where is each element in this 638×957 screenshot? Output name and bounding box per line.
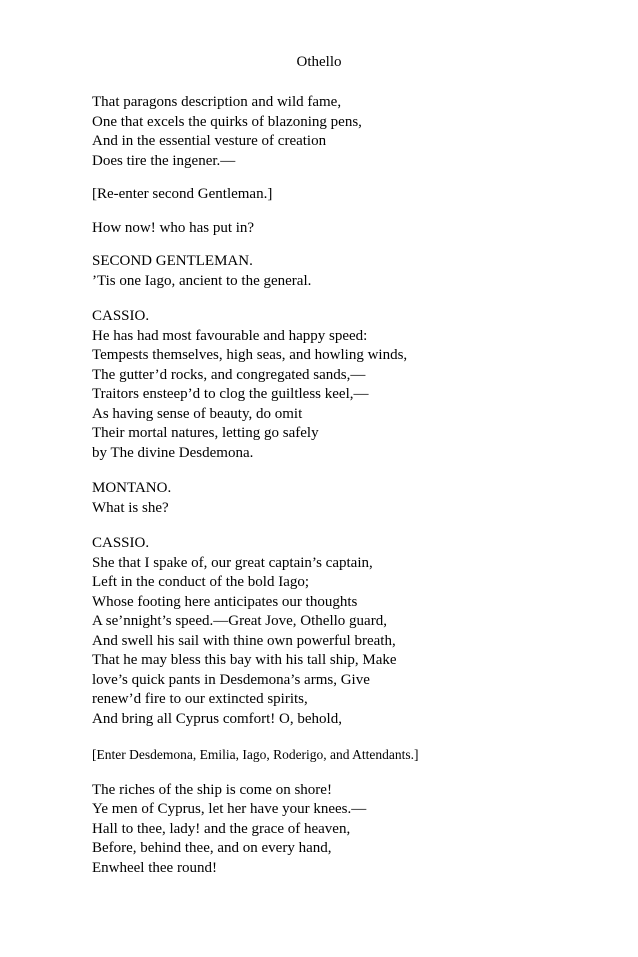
verse-line: Hall to thee, lady! and the grace of heaven, — [92, 820, 351, 837]
stage-direction-line: [Enter Desdemona, Emilia, Iago, Roderigo, and Attendants.] — [92, 747, 419, 762]
speech-block — [92, 479, 592, 518]
verse-line: ’Tis one Iago, ancient to the general. — [92, 272, 312, 289]
verse-line: That he may bless this bay with his tall ship, Make — [92, 652, 397, 668]
verse-line: renew’d fire to our extincted spirits, — [92, 691, 308, 707]
verse-line: Before, behind thee, and on every hand, — [92, 840, 332, 856]
page-title: Othello — [296, 54, 342, 70]
stage-direction — [92, 745, 592, 765]
speaker-name: CASSIO. — [92, 535, 150, 551]
verse-line: He has had most favourable and happy speed: — [92, 327, 368, 344]
verse-line: And bring all Cyprus comfort! O, behold, — [92, 710, 342, 727]
verse-line: That paragons description and wild fame, — [92, 94, 342, 110]
verse-line: Ye men of Cyprus, let her have your knees.— — [92, 801, 367, 817]
verse-line: love’s quick pants in Desdemona’s arms, Give — [92, 671, 370, 688]
spacer — [92, 205, 592, 219]
verse-line: What is she? — [92, 499, 169, 516]
verse-line: Does tire the ingener.— — [92, 152, 236, 169]
stage-direction-line: [Re-enter second Gentleman.] — [92, 186, 273, 202]
verse-line: She that I spake of, our great captain’s captain, — [92, 554, 373, 571]
verse-line: Whose footing here anticipates our thoughts — [92, 593, 358, 610]
verse-line: And swell his sail with thine own powerful breath, — [92, 632, 396, 649]
verse-line: How now! who has put in? — [92, 219, 255, 236]
stage-direction — [92, 185, 592, 205]
verse-line: And in the essential vesture of creation — [92, 133, 327, 149]
spacer — [92, 171, 592, 185]
verse-line: The riches of the ship is come on shore! — [92, 781, 332, 798]
verse-line: Left in the conduct of the bold Iago; — [92, 574, 310, 590]
spacer — [92, 729, 592, 745]
verse-line: Their mortal natures, letting go safely — [92, 425, 319, 441]
verse-line: by The divine Desdemona. — [92, 444, 254, 461]
play-text — [92, 93, 592, 878]
speaker-name: MONTANO. — [92, 480, 172, 496]
verse-line: The gutter’d rocks, and congregated sands,— — [92, 366, 366, 383]
spacer — [92, 463, 592, 479]
speaker-name: SECOND GENTLEMAN. — [92, 253, 253, 269]
verse-block — [92, 93, 592, 171]
speaker-name: CASSIO. — [92, 308, 150, 324]
spacer — [92, 291, 592, 307]
verse-line: One that excels the quirks of blazoning pens, — [92, 113, 362, 130]
verse-block — [92, 219, 592, 239]
verse-line: Tempests themselves, high seas, and howling winds, — [92, 347, 408, 363]
speech-block — [92, 252, 592, 291]
speech-block — [92, 307, 592, 463]
verse-line: Traitors ensteep’d to clog the guiltless keel,— — [92, 386, 369, 402]
spacer — [92, 765, 592, 781]
verse-block — [92, 781, 592, 879]
verse-line: Enwheel thee round! — [92, 859, 217, 876]
speech-block — [92, 534, 592, 729]
spacer — [92, 238, 592, 252]
verse-line: A se’nnight’s speed.—Great Jove, Othello guard, — [92, 613, 387, 629]
verse-line: As having sense of beauty, do omit — [92, 405, 303, 422]
spacer — [92, 518, 592, 534]
